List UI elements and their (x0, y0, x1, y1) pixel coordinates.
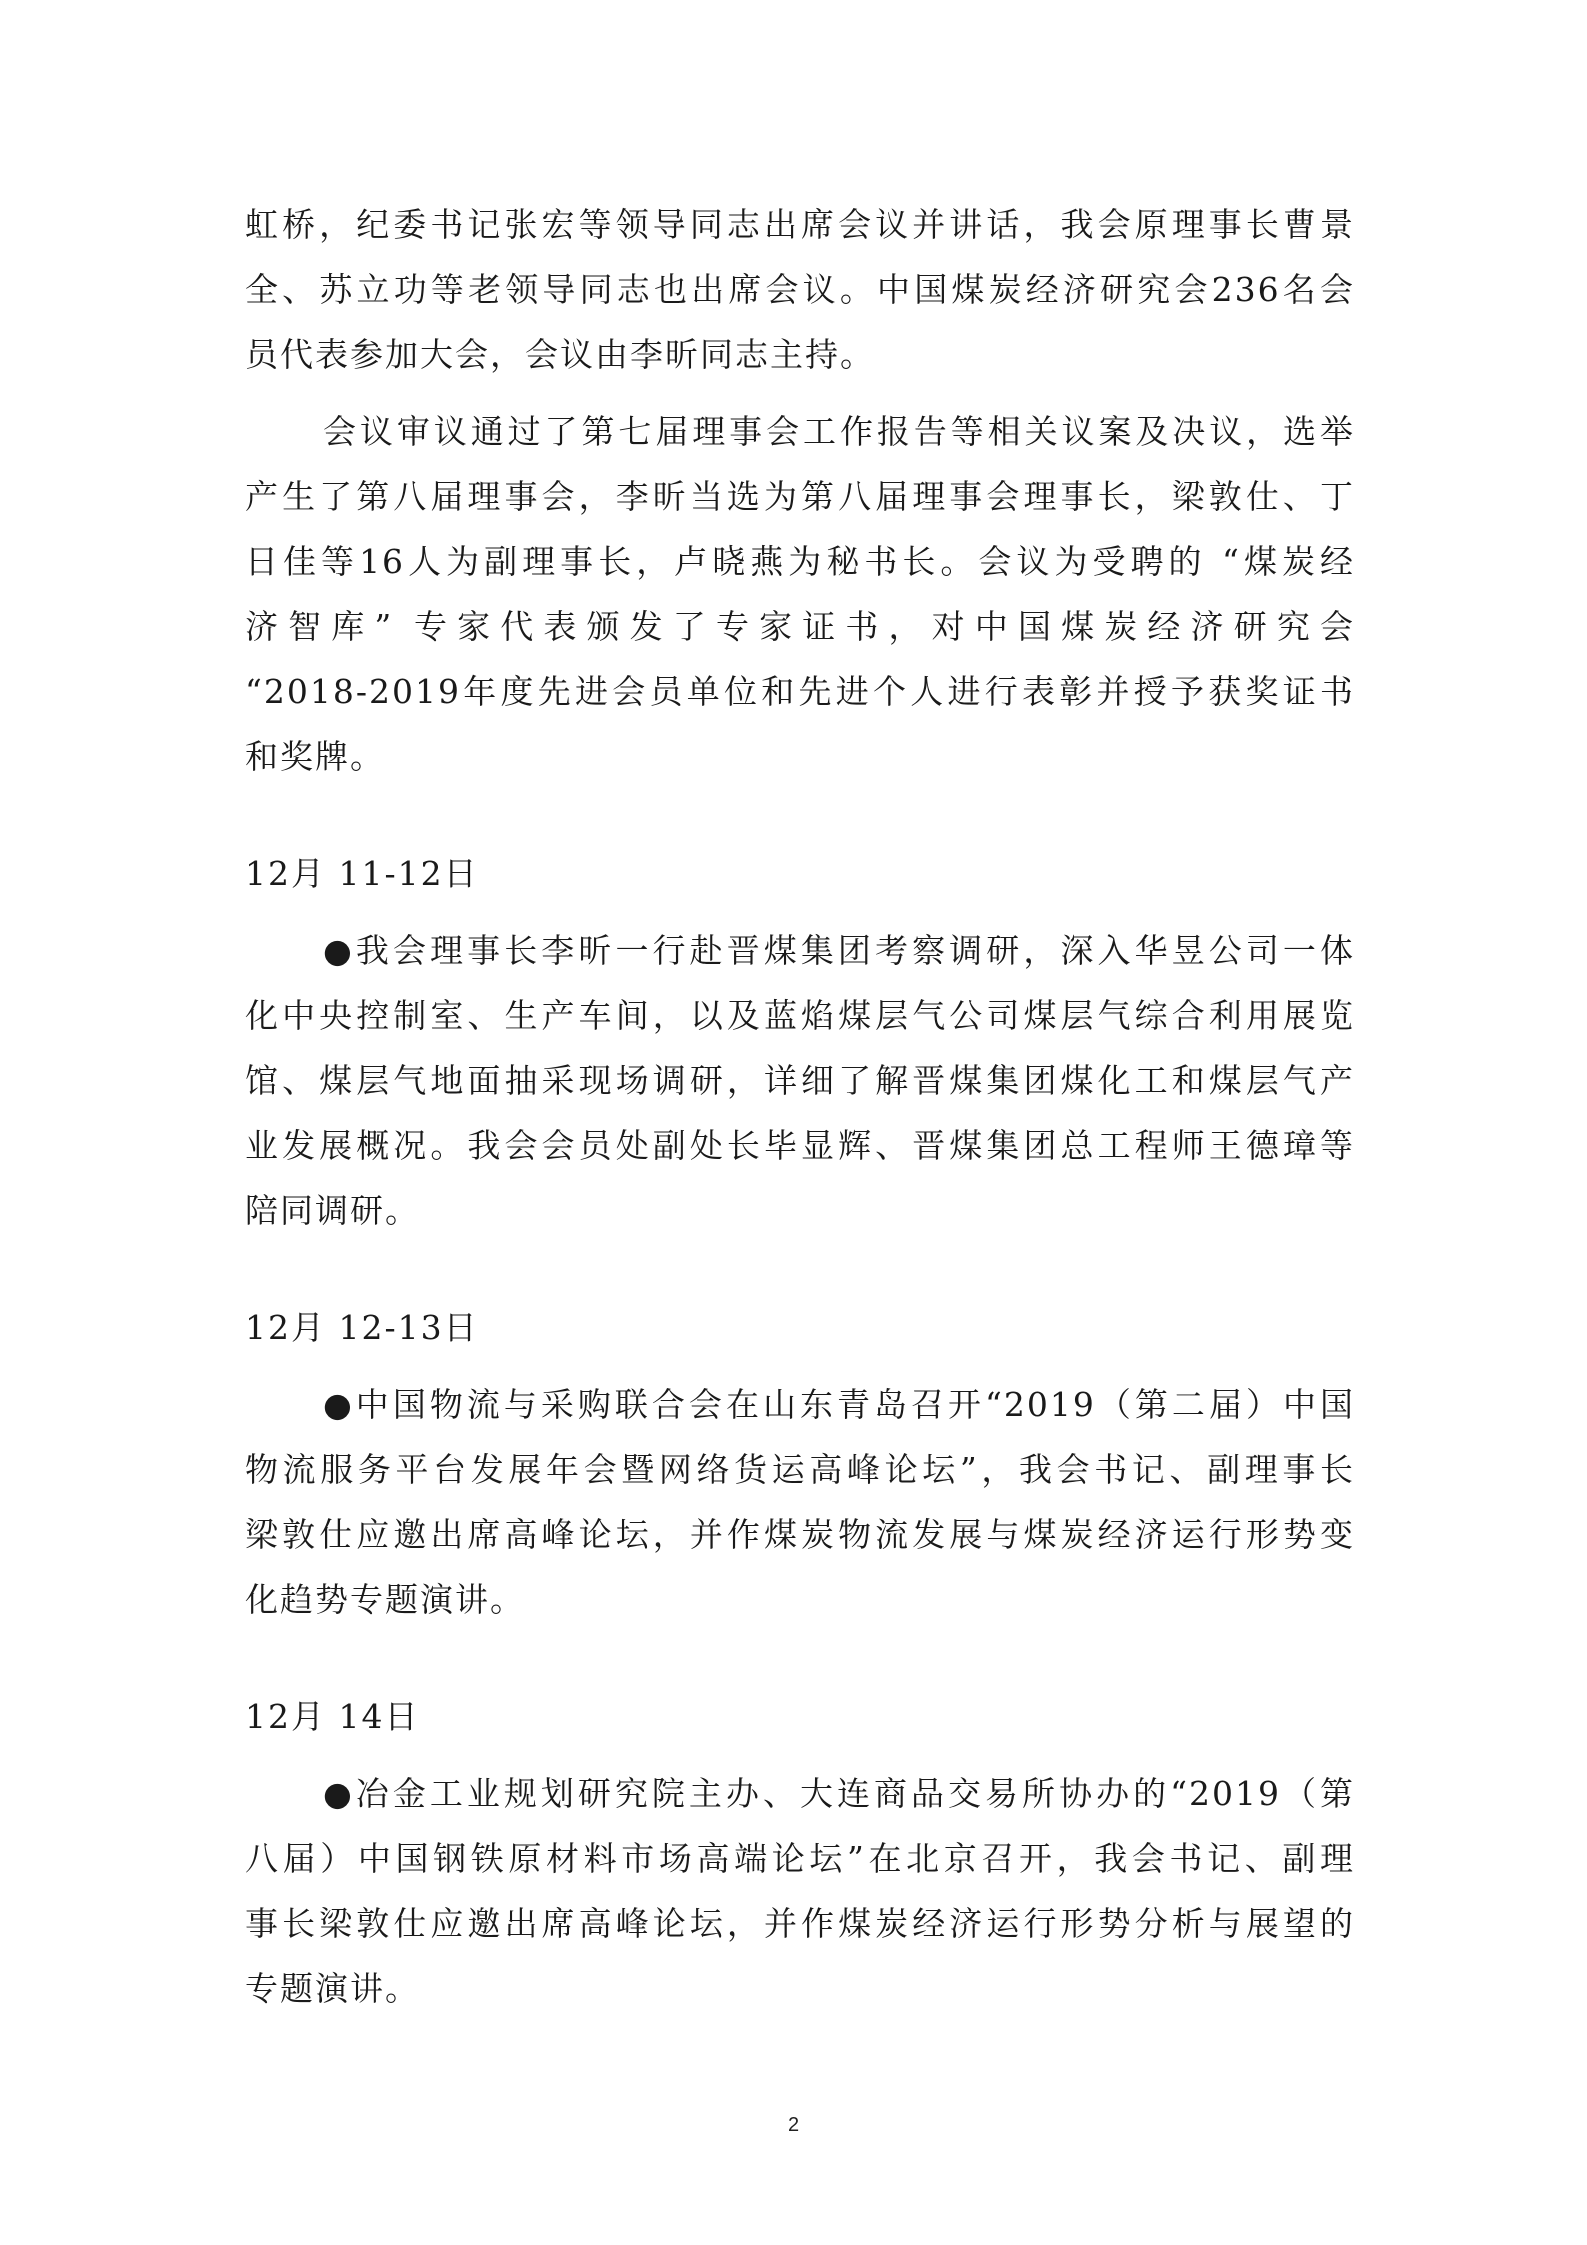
section-dec-14 (245, 1684, 1355, 2021)
text-line: 产生了第八届理事会，李昕当选为第八届理事会理事长，梁敦仕、丁 (245, 477, 1355, 516)
text-line: 化趋势专题演讲。 (245, 1580, 525, 1619)
section-date: 12月 11-12日 (245, 854, 479, 893)
paragraph-continuation (245, 192, 1355, 387)
page-number: 2 (787, 2114, 800, 2136)
text-line: 和奖牌。 (245, 737, 385, 776)
text-line: ●中国物流与采购联合会在山东青岛召开“2019（第二届）中国 (323, 1385, 1355, 1424)
text-line: 专题演讲。 (245, 1969, 420, 2008)
text-line: 八届）中国钢铁原材料市场高端论坛”在北京召开，我会书记、副理 (245, 1839, 1355, 1878)
text-line: 陪同调研。 (245, 1191, 420, 1230)
section-dec-11-12 (245, 841, 1355, 1243)
text-line: 日佳等16人为副理事长，卢晓燕为秘书长。会议为受聘的 “煤炭经 (245, 542, 1355, 581)
section-dec-12-13 (245, 1295, 1355, 1632)
section-date: 12月 14日 (245, 1697, 420, 1736)
document-body (245, 192, 1355, 2021)
section-date: 12月 12-13日 (245, 1308, 479, 1347)
text-line: 物流服务平台发展年会暨网络货运高峰论坛”，我会书记、副理事长 (245, 1450, 1355, 1489)
text-line: ●我会理事长李昕一行赴晋煤集团考察调研，深入华昱公司一体 (323, 931, 1355, 970)
paragraph-meeting-results (245, 399, 1355, 789)
text-line: 虹桥，纪委书记张宏等领导同志出席会议并讲话，我会原理事长曹景 (245, 205, 1355, 244)
text-line: 济智库” 专家代表颁发了专家证书，对中国煤炭经济研究会 (245, 607, 1355, 646)
text-line: 梁敦仕应邀出席高峰论坛，并作煤炭物流发展与煤炭经济运行形势变 (245, 1515, 1355, 1554)
text-line: 馆、煤层气地面抽采现场调研，详细了解晋煤集团煤化工和煤层气产 (245, 1061, 1355, 1100)
text-line: 化中央控制室、生产车间，以及蓝焰煤层气公司煤层气综合利用展览 (245, 996, 1355, 1035)
text-line: “2018-2019年度先进会员单位和先进个人进行表彰并授予获奖证书 (245, 672, 1355, 711)
text-line: 事长梁敦仕应邀出席高峰论坛，并作煤炭经济运行形势分析与展望的 (245, 1904, 1355, 1943)
text-line: 会议审议通过了第七届理事会工作报告等相关议案及决议，选举 (323, 412, 1355, 451)
text-line: ●冶金工业规划研究院主办、大连商品交易所协办的“2019（第 (323, 1774, 1355, 1813)
text-line: 员代表参加大会，会议由李昕同志主持。 (245, 335, 875, 374)
text-line: 业发展概况。我会会员处副处长毕显辉、晋煤集团总工程师王德璋等 (245, 1126, 1355, 1165)
text-line: 全、苏立功等老领导同志也出席会议。中国煤炭经济研究会236名会 (245, 270, 1355, 309)
